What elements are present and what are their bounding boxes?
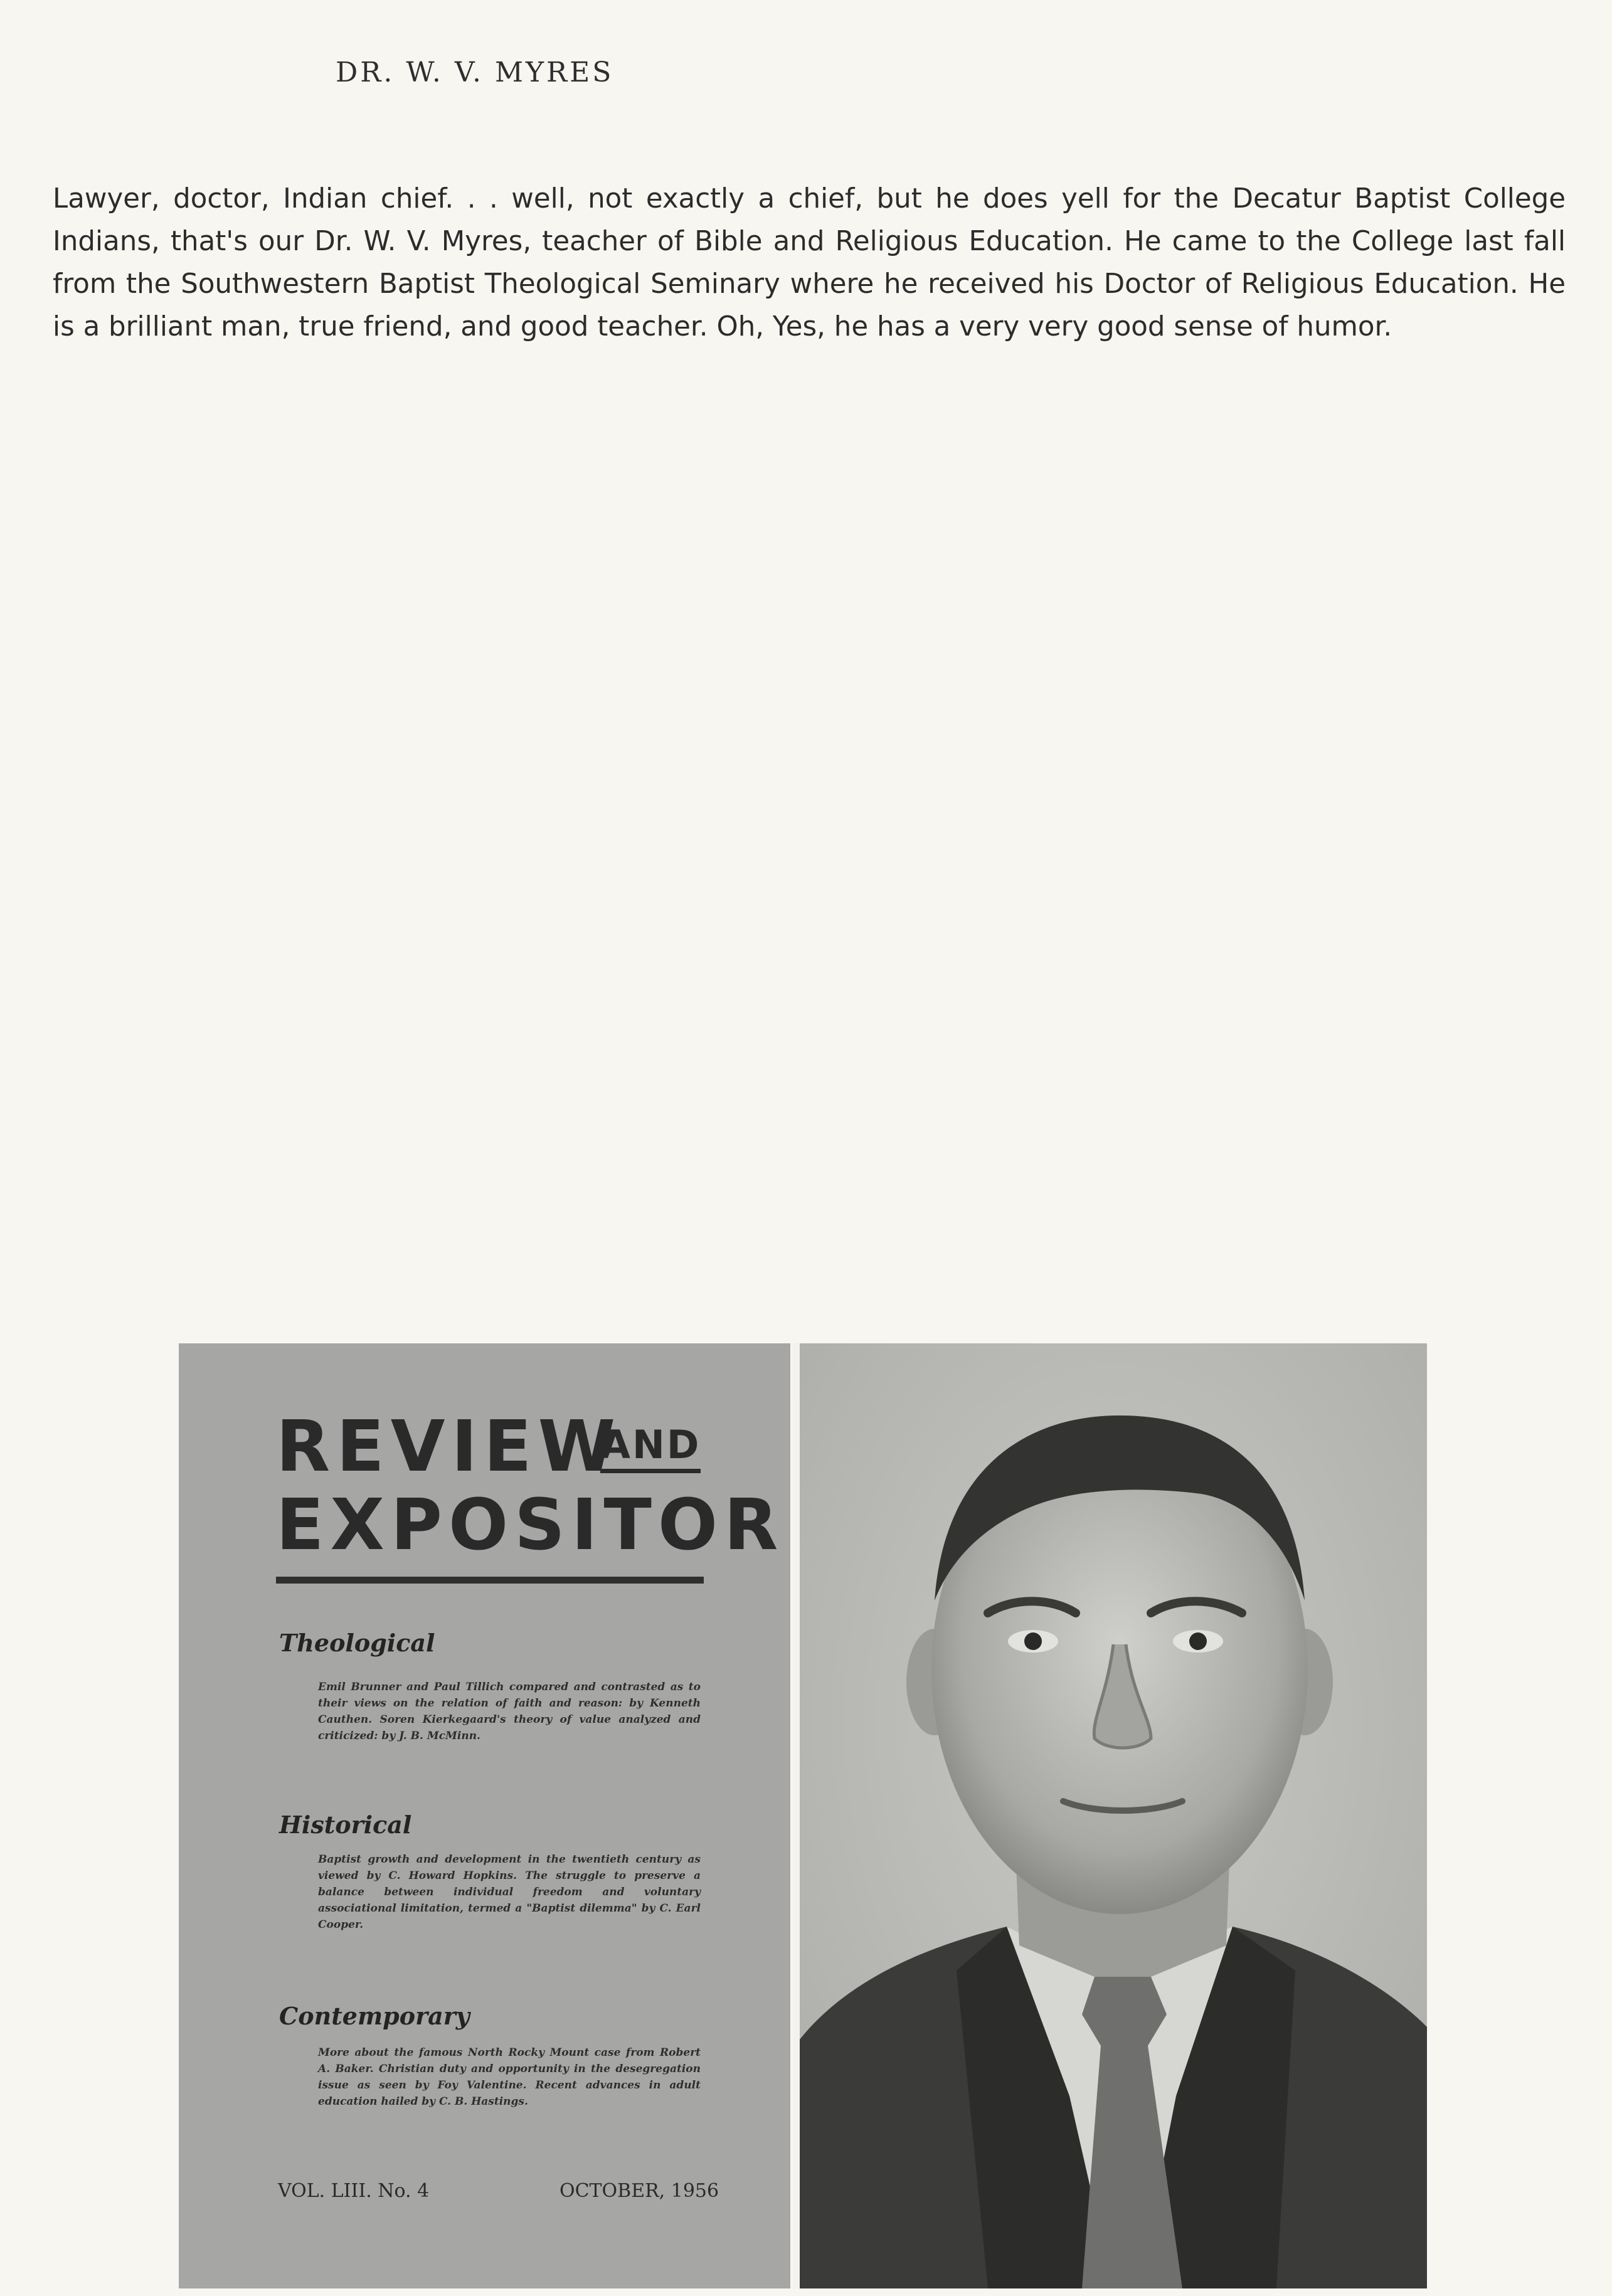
masthead-and: AND [600,1422,701,1473]
bio-paragraph: Lawyer, doctor, Indian chief. . . well, not exactly a chief, but he does yell for the Decatur Baptist College Indians, that's our Dr. W. V. Myres, teacher of Bible and Religious Education. He came to the College last fall from the Southwestern Baptist Theological Seminary where he received his Doctor of Religious Education. He is a brilliant man, true friend, and good teacher. Oh, Yes, he has a very very good sense of humor. [53,183,1566,342]
issue-date: OCTOBER, 1956 [559,2180,719,2202]
figure-panel [179,1343,1436,2296]
page-title: DR. W. V. MYRES [336,56,614,88]
masthead-expositor: EXPOSITOR [276,1484,785,1566]
section-body-contemporary: More about the famous North Rocky Mount case from Robert A. Baker. Christian duty and opportunity in the desegregation issue as seen by Foy Valentine. Recent advances in adult education hailed by C. B. Hastings. [318,2046,701,2108]
magazine-cover [179,1343,790,2288]
portrait-illustration [800,1343,1427,2288]
section-body-historical: Baptist growth and development in the twentieth century as viewed by C. Howard Hopkins. The struggle to preserve a balance between individual freedom and voluntary associational limitation, termed a "Baptist dilemma" by C. Earl Cooper. [318,1853,701,1931]
section-body-theological: Emil Brunner and Paul Tillich compared and contrasted as to their views on the relation of faith and reason: by Kenneth Cauthen. Soren Kierkegaard's theory of value analyzed and criticized: by J. B. McMinn. [318,1681,701,1742]
portrait-photo [800,1343,1427,2288]
photo-divider [793,1343,800,2288]
masthead-review: REVIEW [276,1406,622,1488]
volume-label: VOL. LIII. No. 4 [278,2180,430,2202]
section-heading-theological: Theological [279,1629,435,1657]
section-heading-historical: Historical [279,1811,412,1839]
masthead-rule [276,1577,704,1584]
section-heading-contemporary: Contemporary [279,2002,470,2030]
